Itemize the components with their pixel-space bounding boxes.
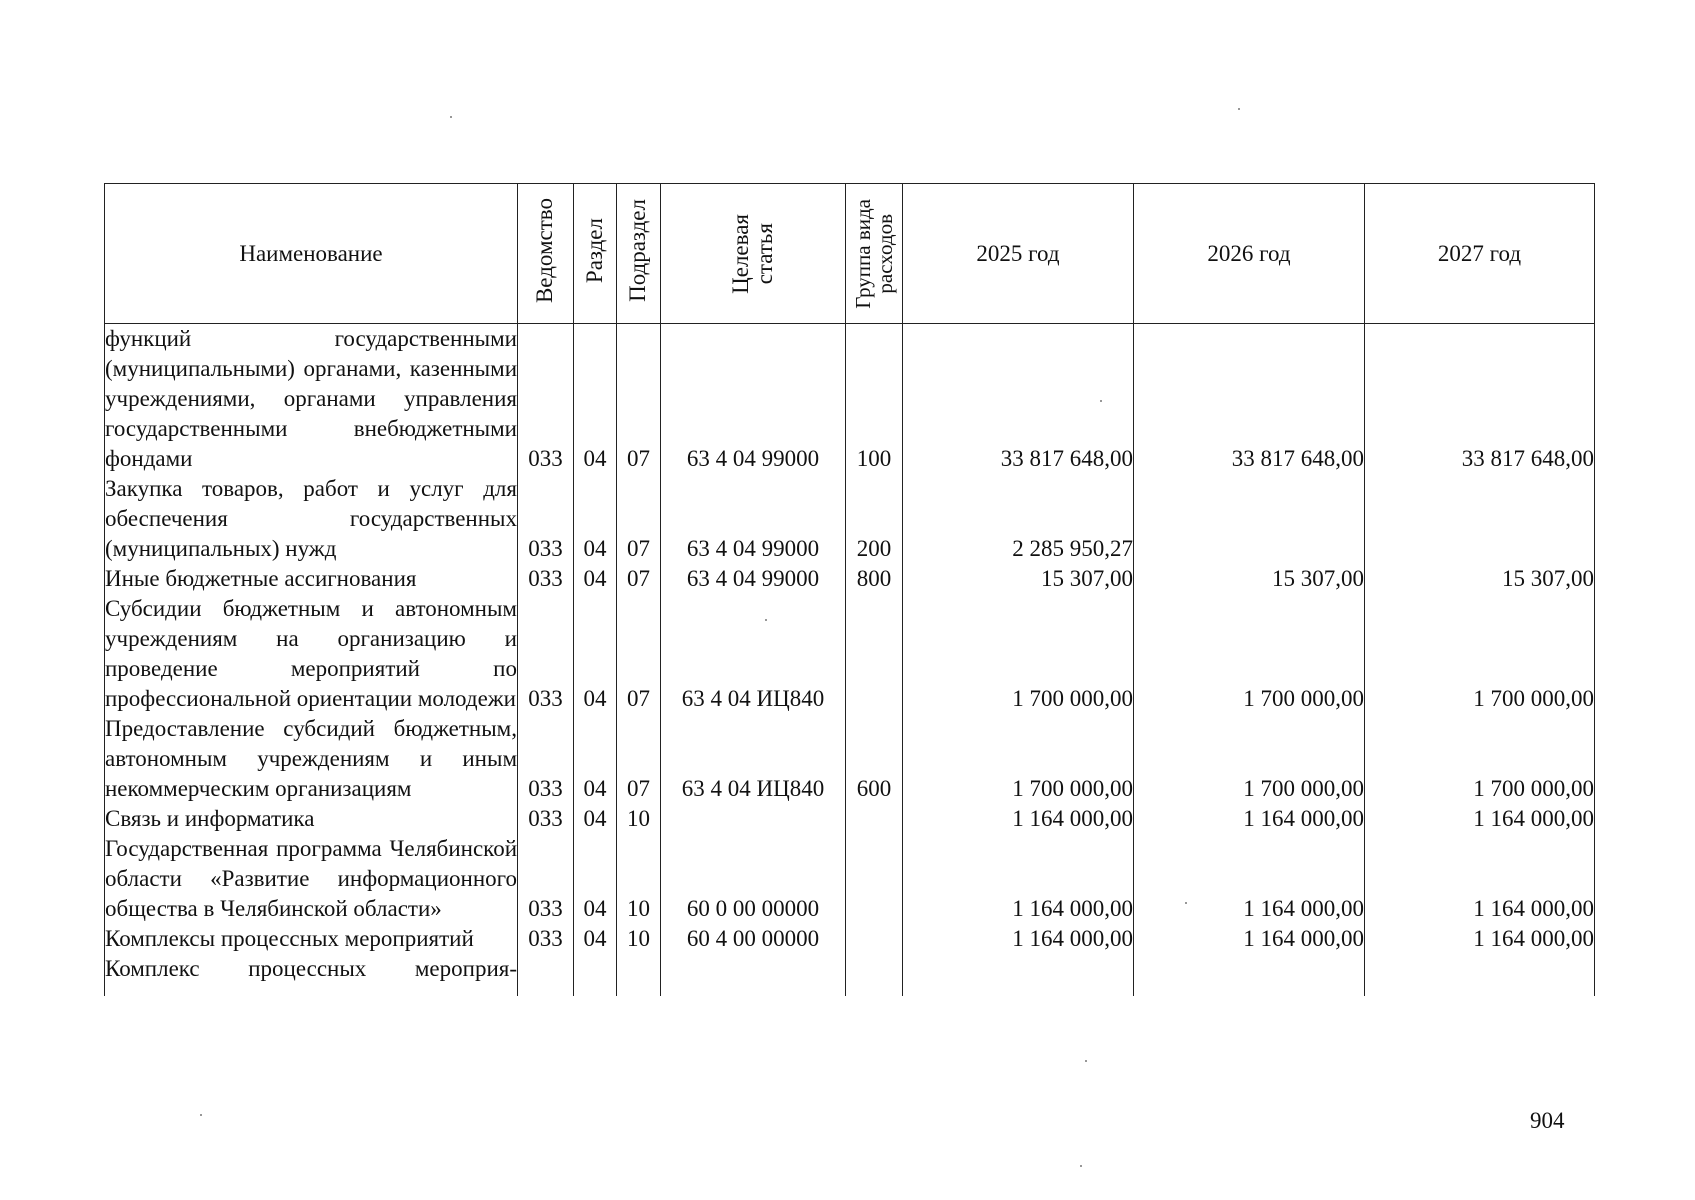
- scan-speck: [1238, 108, 1240, 110]
- row-2027: 1 164 000,00: [1365, 804, 1595, 834]
- row-name: Комплексы процессных мероприятий: [105, 924, 518, 954]
- header-2027: 2027 год: [1365, 184, 1595, 324]
- row-2026: 1 700 000,00: [1134, 714, 1365, 804]
- row-2027: 15 307,00: [1365, 564, 1595, 594]
- row-name: Комплекс процессных мероприя-: [105, 954, 518, 984]
- row-2025: 1 164 000,00: [903, 804, 1134, 834]
- row-razdel: 04: [574, 474, 617, 564]
- table-row: [105, 954, 1595, 984]
- row-vedomstvo: [518, 954, 574, 984]
- row-celevaya-statya: 63 4 04 99000: [661, 324, 846, 475]
- row-2027: [1365, 954, 1595, 984]
- row-name: Предоставление субсидий бюджетным, автономным учреждениям и иным некоммерческим организациям: [105, 714, 518, 804]
- row-gruppa: [846, 594, 903, 714]
- row-celevaya-statya: [661, 954, 846, 984]
- row-celevaya-statya: 63 4 04 99000: [661, 564, 846, 594]
- table-row: [105, 324, 1595, 475]
- row-gruppa: [846, 834, 903, 924]
- row-podrazdel: 07: [617, 594, 661, 714]
- header-2025: 2025 год: [903, 184, 1134, 324]
- row-2027: 1 700 000,00: [1365, 594, 1595, 714]
- row-gruppa: 200: [846, 474, 903, 564]
- row-podrazdel: 10: [617, 804, 661, 834]
- table-row-continuation: [105, 984, 1595, 996]
- row-name: Государственная программа Челябинской области «Развитие информационного общества в Челябинской области»: [105, 834, 518, 924]
- row-celevaya-statya: 60 0 00 00000: [661, 834, 846, 924]
- row-gruppa: 800: [846, 564, 903, 594]
- table-row: [105, 924, 1595, 954]
- header-name: Наименование: [105, 184, 518, 324]
- row-2025: 1 164 000,00: [903, 834, 1134, 924]
- row-2025: 1 700 000,00: [903, 714, 1134, 804]
- row-vedomstvo: 033: [518, 564, 574, 594]
- table-row: [105, 564, 1595, 594]
- row-vedomstvo: 033: [518, 924, 574, 954]
- header-gruppa-vida-rashodov: Группа вида расходов: [846, 184, 903, 324]
- row-2027: [1365, 474, 1595, 564]
- header-vedomstvo: Ведомство: [518, 184, 574, 324]
- row-celevaya-statya: 60 4 00 00000: [661, 924, 846, 954]
- row-podrazdel: 07: [617, 714, 661, 804]
- row-2026: [1134, 954, 1365, 984]
- row-name: Субсидии бюджетным и автономным учреждениям на организацию и проведение мероприятий по профессиональной ориентации молодежи: [105, 594, 518, 714]
- row-razdel: 04: [574, 594, 617, 714]
- row-2026: 33 817 648,00: [1134, 324, 1365, 475]
- row-podrazdel: 07: [617, 324, 661, 475]
- page-number: 904: [1530, 1108, 1565, 1133]
- row-2027: 1 700 000,00: [1365, 714, 1595, 804]
- budget-table: [104, 183, 1595, 996]
- row-2025: 15 307,00: [903, 564, 1134, 594]
- row-celevaya-statya: 63 4 04 ИЦ840: [661, 714, 846, 804]
- table-row: [105, 714, 1595, 804]
- row-2025: [903, 954, 1134, 984]
- row-vedomstvo: 033: [518, 834, 574, 924]
- row-2025: 1 164 000,00: [903, 924, 1134, 954]
- table-row: [105, 804, 1595, 834]
- row-2026: 1 164 000,00: [1134, 924, 1365, 954]
- row-vedomstvo: 033: [518, 324, 574, 475]
- row-2025: 33 817 648,00: [903, 324, 1134, 475]
- row-name: Закупка товаров, работ и услуг для обеспечения государственных (муниципальных) нужд: [105, 474, 518, 564]
- row-razdel: 04: [574, 564, 617, 594]
- table-row: [105, 594, 1595, 714]
- row-podrazdel: 07: [617, 474, 661, 564]
- row-razdel: [574, 954, 617, 984]
- row-2026: 15 307,00: [1134, 564, 1365, 594]
- header-2026: 2026 год: [1134, 184, 1365, 324]
- row-2027: 1 164 000,00: [1365, 924, 1595, 954]
- row-razdel: 04: [574, 324, 617, 475]
- row-name: функций государственными (муниципальными) органами, казенными учреждениями, органами управления государственными внебюджетными фондами: [105, 324, 518, 475]
- header-podrazdel: Подраздел: [617, 184, 661, 324]
- row-2026: 1 164 000,00: [1134, 834, 1365, 924]
- row-razdel: 04: [574, 804, 617, 834]
- row-razdel: 04: [574, 924, 617, 954]
- table-row: [105, 474, 1595, 564]
- row-celevaya-statya: [661, 804, 846, 834]
- row-celevaya-statya: 63 4 04 ИЦ840: [661, 594, 846, 714]
- row-vedomstvo: 033: [518, 804, 574, 834]
- row-podrazdel: 10: [617, 834, 661, 924]
- header-razdel: Раздел: [574, 184, 617, 324]
- row-2027: 33 817 648,00: [1365, 324, 1595, 475]
- row-2027: 1 164 000,00: [1365, 834, 1595, 924]
- row-celevaya-statya: 63 4 04 99000: [661, 474, 846, 564]
- row-vedomstvo: 033: [518, 594, 574, 714]
- row-2025: 2 285 950,27: [903, 474, 1134, 564]
- row-gruppa: [846, 804, 903, 834]
- row-2026: 1 164 000,00: [1134, 804, 1365, 834]
- row-name: Иные бюджетные ассигнования: [105, 564, 518, 594]
- scan-speck: [200, 1114, 202, 1116]
- row-podrazdel: [617, 954, 661, 984]
- row-gruppa: 100: [846, 324, 903, 475]
- row-razdel: 04: [574, 714, 617, 804]
- row-podrazdel: 10: [617, 924, 661, 954]
- row-gruppa: 600: [846, 714, 903, 804]
- scan-speck: [450, 116, 452, 118]
- row-name: Связь и информатика: [105, 804, 518, 834]
- header-celevaya-statya: Целевая статья: [661, 184, 846, 324]
- table-row: [105, 834, 1595, 924]
- scan-speck: [1080, 1165, 1082, 1167]
- row-gruppa: [846, 924, 903, 954]
- scan-speck: [1085, 1060, 1087, 1062]
- row-vedomstvo: 033: [518, 714, 574, 804]
- row-podrazdel: 07: [617, 564, 661, 594]
- row-2026: [1134, 474, 1365, 564]
- row-gruppa: [846, 954, 903, 984]
- header-row: [105, 184, 1595, 324]
- row-2025: 1 700 000,00: [903, 594, 1134, 714]
- row-razdel: 04: [574, 834, 617, 924]
- row-vedomstvo: 033: [518, 474, 574, 564]
- row-2026: 1 700 000,00: [1134, 594, 1365, 714]
